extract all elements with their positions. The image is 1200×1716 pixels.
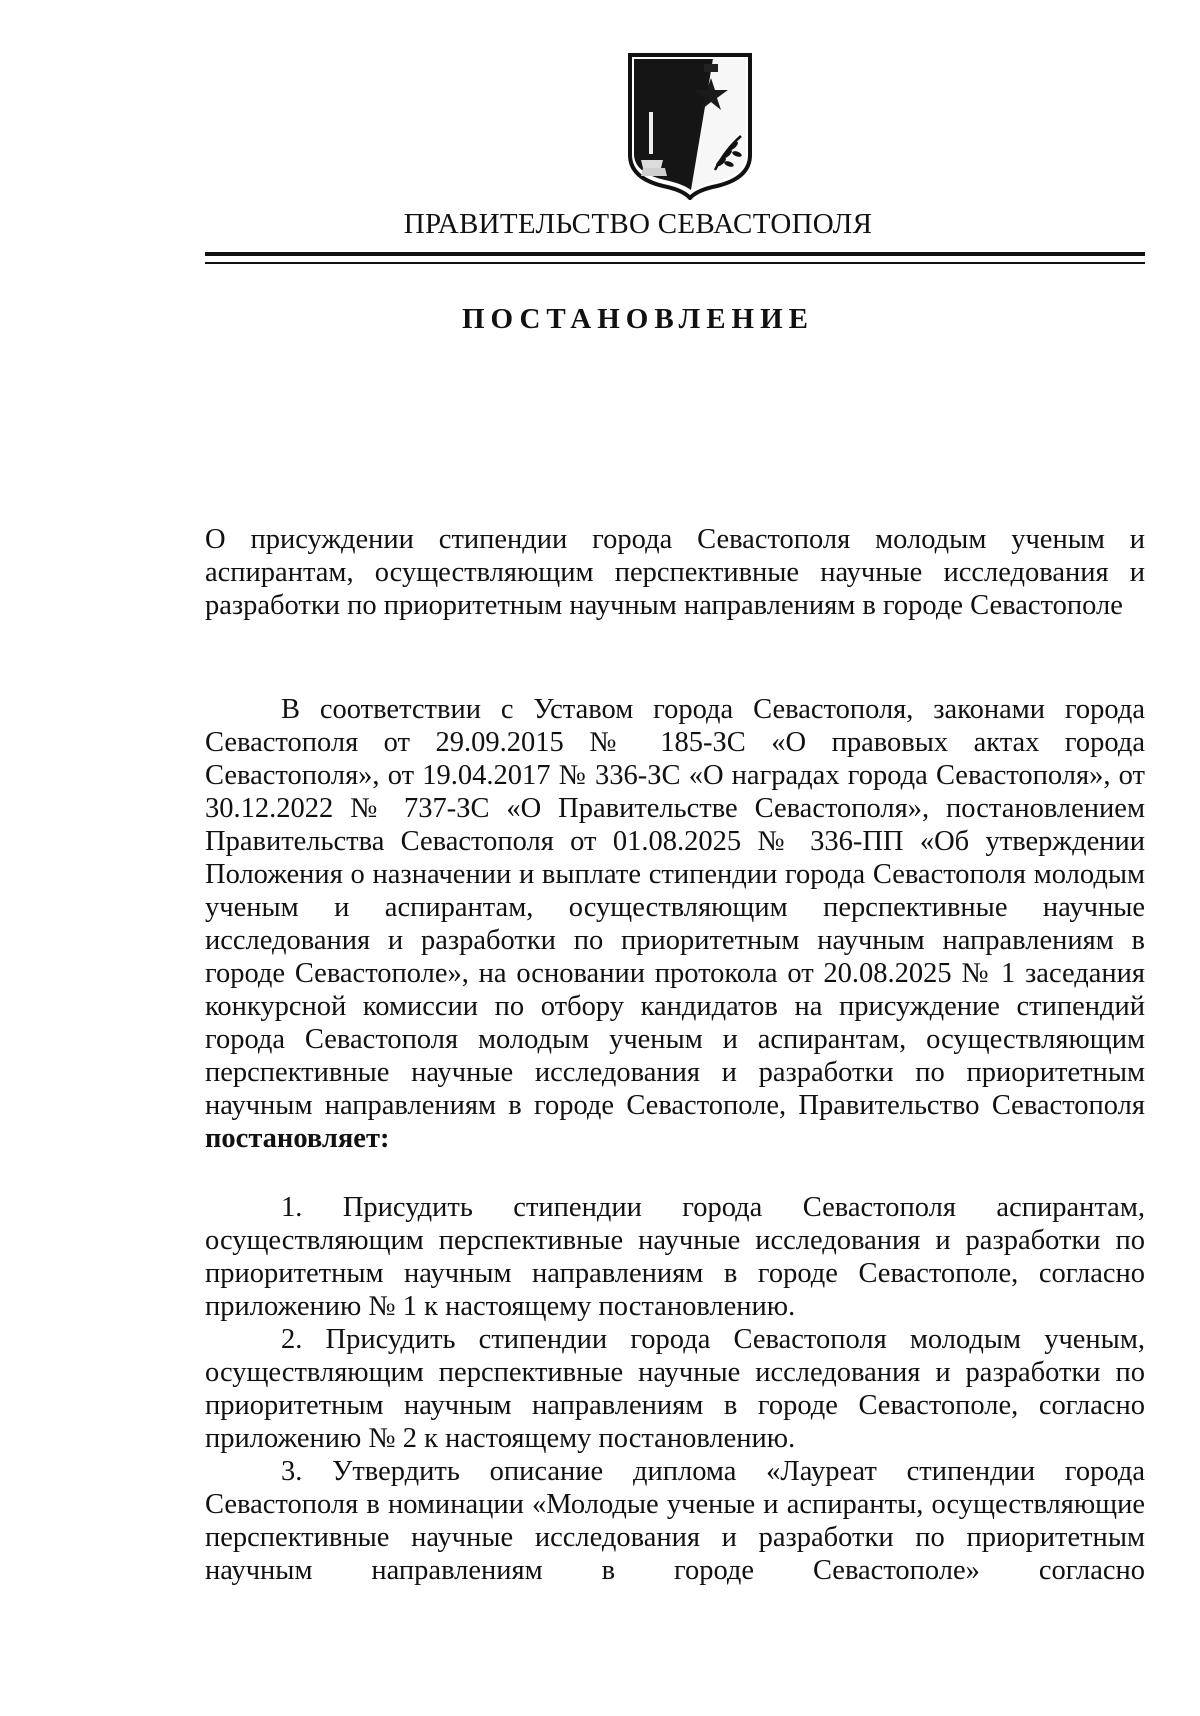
preamble-verb: постановляет: xyxy=(205,1123,390,1154)
preamble-paragraph xyxy=(205,693,1145,1155)
header-divider-thick xyxy=(205,252,1145,256)
header-divider-thin xyxy=(205,262,1145,264)
government-name: ПРАВИТЕЛЬСТВО СЕВАСТОПОЛЯ xyxy=(403,208,873,240)
resolution-items xyxy=(205,1191,1145,1587)
resolution-subject xyxy=(205,523,1145,622)
document-type-title: ПОСТАНОВЛЕНИЕ xyxy=(461,303,814,335)
preamble-text: В соответствии с Уставом города Севастополя, законами города Севастополя от 29.09.2015 № 185-ЗС «О правовых актах города Севастополя», от 19.04.2017 № 336-ЗС «О наградах города Севастополя», от 30.12.2022 № 737-ЗС «О Правительстве Севастополя», постановлением Правительства Севастополя от 01.08.2025 № 336-ПП «Об утверждении Положения о назначении и выплате стипендии города Севастополя молодым ученым и аспирантам, осуществляющим перспективные научные исследования и разработки по приоритетным научным направлениям в городе Севастополе», на основании протокола от 20.08.2025 № 1 заседания конкурсной комиссии по отбору кандидатов на присуждение стипендий города Севастополя молодым ученым и аспирантам, осуществляющим перспективные научные исследования и разработки по приоритетным научным направлениям в городе Севастополе, Правительство Севастополя xyxy=(205,694,1145,1121)
sevastopol-coat-of-arms-icon xyxy=(625,50,755,200)
preamble-content xyxy=(205,693,1145,1155)
resolution-item-2: 2. Присудить стипендии города Севастополя молодым ученым, осуществляющим перспективные научные исследования и разработки по приоритетным научным направлениям в городе Севастополе, согласно приложению № 2 к настоящему постановлению. xyxy=(205,1324,1145,1454)
resolution-item-1: 1. Присудить стипендии города Севастополя аспирантам, осуществляющим перспективные научные исследования и разработки по приоритетным научным направлениям в городе Севастополе, согласно приложению № 1 к настоящему постановлению. xyxy=(205,1192,1145,1322)
subject-text: О присуждении стипендии города Севастополя молодым ученым и аспирантам, осуществляющим перспективные научные исследования и разработки по приоритетным научным направлениям в городе Севастополе xyxy=(205,524,1145,621)
resolution-item-3: 3. Утвердить описание диплома «Лауреат стипендии города Севастополя в номинации «Молодые ученые и аспиранты, осуществляющие перспективные научные исследования и разработки по приоритетным научным направлениям в городе Севастополе» согласно xyxy=(205,1456,1145,1586)
